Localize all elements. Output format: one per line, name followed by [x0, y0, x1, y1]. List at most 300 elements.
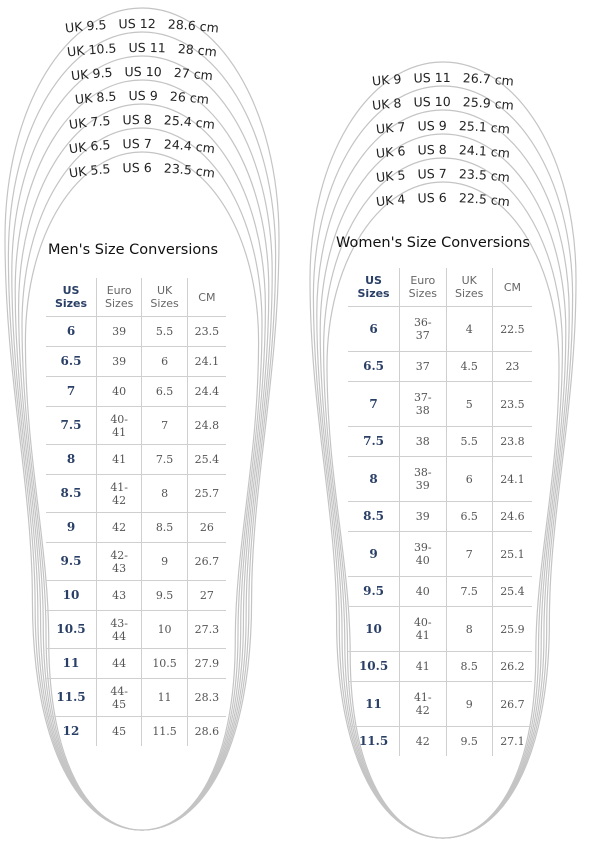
men-outline-label-part: UK 10.5 — [66, 40, 117, 60]
table-row — [46, 679, 226, 717]
table-cell — [492, 382, 532, 427]
table-header-row — [46, 278, 226, 317]
table-cell — [46, 317, 96, 347]
column-header — [492, 268, 532, 307]
women-chart-title: Women's Size Conversions — [336, 235, 530, 251]
men-outline-label-part: 28 cm — [177, 41, 218, 60]
table-cell — [400, 502, 446, 532]
column-header — [400, 268, 446, 307]
column-header-text: UK — [156, 284, 173, 297]
table-cell — [187, 317, 226, 347]
table-cell — [187, 543, 226, 581]
table-cell — [187, 649, 226, 679]
table-cell — [187, 445, 226, 475]
table-cell — [142, 543, 187, 581]
table-cell — [400, 307, 446, 352]
table-cell-text: 10 — [157, 623, 172, 636]
table-row — [348, 457, 532, 502]
men-outline-label-part: UK 9.5 — [70, 64, 113, 84]
table-cell-text: 4 — [465, 322, 473, 336]
table-cell — [187, 377, 226, 407]
table-cell-text: 7.5 — [155, 453, 174, 466]
table-cell-text: 23.5 — [194, 325, 220, 338]
table-cell-text: 42 — [112, 521, 127, 534]
table-cell-text: 25.1 — [500, 547, 525, 561]
table-cell-text: 43 — [112, 561, 127, 575]
men-outline-label-part: UK 9.5 — [64, 16, 107, 36]
table-cell — [400, 727, 446, 757]
table-row — [46, 581, 226, 611]
table-row — [348, 577, 532, 607]
table-cell-text: 42- — [110, 548, 129, 562]
table-cell — [187, 581, 226, 611]
column-header-text: US — [62, 284, 80, 297]
men-outline-label-part: US 11 — [128, 39, 166, 56]
women-outline-label-part: UK 7 — [375, 119, 406, 137]
table-cell-text: 39- — [413, 541, 432, 554]
table-cell-text: 4.5 — [460, 360, 478, 373]
table-cell-text: 26.2 — [500, 660, 525, 673]
table-cell-text: 7 — [369, 396, 378, 411]
table-cell-text: 37 — [415, 329, 430, 342]
table-row — [46, 475, 226, 513]
table-cell — [348, 652, 400, 682]
table-cell — [446, 532, 492, 577]
table-row — [46, 347, 226, 377]
table-cell — [492, 652, 532, 682]
table-cell-text: 40- — [413, 616, 432, 629]
table-cell-text: 5.5 — [460, 435, 478, 448]
table-cell-text: 10.5 — [152, 657, 177, 670]
table-cell-text: 6 — [465, 472, 473, 486]
table-cell — [46, 717, 96, 747]
table-cell-text: 5 — [465, 397, 473, 411]
table-cell — [400, 532, 446, 577]
table-cell — [348, 427, 400, 457]
table-cell-text: 6 — [161, 355, 169, 368]
table-cell — [446, 727, 492, 757]
table-cell — [96, 581, 141, 611]
men-outline-label-part: UK 7.5 — [68, 112, 111, 133]
table-cell — [46, 649, 96, 679]
women-outline-label-part: US 9 — [417, 117, 447, 134]
table-cell — [96, 543, 141, 581]
table-cell-text: 9 — [465, 697, 473, 711]
column-header — [348, 268, 400, 307]
table-cell — [142, 679, 187, 717]
table-cell-text: 7.5 — [460, 585, 478, 598]
table-cell — [187, 475, 226, 513]
table-cell — [492, 502, 532, 532]
table-cell — [96, 717, 141, 747]
table-cell-text: 37 — [415, 360, 430, 373]
table-cell-text: 40 — [415, 585, 430, 598]
table-cell — [187, 513, 226, 543]
table-cell-text: 40- — [110, 412, 129, 426]
women-outline-label-part: UK 9 — [371, 71, 402, 89]
table-cell-text: 8 — [66, 452, 76, 466]
column-header-text: Sizes — [150, 297, 179, 310]
table-cell-text: 26 — [199, 521, 214, 534]
table-cell-text: 44 — [112, 629, 127, 643]
table-cell-text: 27.9 — [194, 657, 220, 670]
table-cell — [446, 427, 492, 457]
table-cell — [400, 427, 446, 457]
women-outline-label-part: 23.5 cm — [458, 166, 511, 186]
table-cell-text: 11 — [62, 656, 80, 670]
table-row — [46, 649, 226, 679]
table-cell-text: 11 — [157, 691, 172, 704]
women-outline-label-part: US 11 — [413, 69, 451, 86]
column-header-text: Sizes — [105, 297, 134, 310]
table-cell-text: 8 — [465, 622, 473, 636]
table-row — [348, 532, 532, 577]
table-cell — [96, 611, 141, 649]
table-cell-text: 23.5 — [500, 397, 525, 411]
table-row — [46, 407, 226, 445]
column-header-text: Sizes — [455, 287, 484, 300]
table-row — [348, 727, 532, 757]
column-header-text: Sizes — [408, 287, 437, 300]
table-cell — [446, 307, 492, 352]
table-cell-text: 41 — [415, 660, 430, 673]
women-outline-label-part: UK 4 — [375, 191, 406, 210]
men-outline-label-part: 23.5 cm — [163, 160, 217, 181]
table-row — [46, 317, 226, 347]
table-cell-text: 7 — [161, 419, 169, 432]
table-cell-text: 39 — [415, 479, 430, 492]
men-outline-label-part: 24.4 cm — [163, 136, 216, 157]
table-row — [46, 717, 226, 747]
men-outline-label-part: 26 cm — [169, 88, 210, 108]
table-cell-text: 6.5 — [60, 354, 82, 368]
table-cell — [446, 652, 492, 682]
column-header-text: Sizes — [357, 287, 390, 300]
table-row — [46, 445, 226, 475]
table-cell-text: 12 — [62, 724, 80, 738]
women-outline-label-part: 25.1 cm — [458, 118, 511, 137]
table-cell-text: 37- — [413, 391, 432, 404]
table-cell — [492, 427, 532, 457]
table-row — [348, 352, 532, 382]
table-cell-text: 7.5 — [60, 418, 82, 432]
table-cell-text: 9 — [66, 520, 76, 534]
table-cell — [96, 407, 141, 445]
table-cell-text: 10 — [62, 588, 80, 602]
table-cell — [142, 611, 187, 649]
table-cell — [492, 352, 532, 382]
table-cell-text: 36- — [413, 316, 432, 329]
table-cell — [96, 317, 141, 347]
table-cell-text: 41- — [110, 480, 129, 494]
table-cell — [348, 532, 400, 577]
table-cell — [142, 377, 187, 407]
table-cell-text: 10.5 — [56, 622, 86, 636]
men-outline-label-part: US 10 — [124, 63, 162, 80]
men-outline-label-part: UK 5.5 — [67, 161, 111, 181]
men-outline-label-part: US 7 — [122, 135, 152, 152]
table-cell-text: 8 — [161, 487, 169, 500]
table-cell — [142, 513, 187, 543]
table-cell-text: 23 — [505, 360, 520, 373]
table-cell — [348, 577, 400, 607]
table-cell-text: 43 — [112, 589, 127, 602]
table-row — [348, 502, 532, 532]
table-cell — [96, 513, 141, 543]
table-cell — [142, 475, 187, 513]
table-cell — [348, 727, 400, 757]
table-cell — [46, 679, 96, 717]
table-cell-text: 41- — [413, 691, 432, 704]
table-cell — [142, 407, 187, 445]
table-cell — [492, 727, 532, 757]
table-cell-text: 24.1 — [194, 355, 220, 368]
column-header — [187, 278, 226, 317]
table-cell-text: 6 — [369, 321, 378, 336]
table-cell-text: 5.5 — [155, 325, 174, 338]
women-outline-label-part: US 6 — [417, 189, 447, 206]
table-cell — [46, 445, 96, 475]
table-cell-text: 8 — [369, 471, 378, 486]
table-cell-text: 24.8 — [194, 419, 220, 432]
table-header-row — [348, 268, 532, 307]
women-outline-label-part: UK 6 — [375, 143, 406, 161]
table-cell-text: 10 — [365, 621, 382, 636]
men-outline-label-part: UK 8.5 — [74, 88, 117, 108]
table-cell-text: 28.6 — [194, 725, 220, 738]
men-outline-label-part: US 9 — [128, 87, 158, 104]
table-cell — [46, 347, 96, 377]
table-cell-text: 23.8 — [500, 435, 525, 448]
table-cell-text: 41 — [112, 425, 127, 439]
table-cell — [348, 382, 400, 427]
table-cell — [492, 307, 532, 352]
table-cell-text: 24.6 — [500, 510, 525, 523]
women-outline-label-part: 26.7 cm — [462, 70, 515, 89]
table-cell — [142, 649, 187, 679]
table-cell-text: 41 — [415, 629, 430, 642]
table-cell — [446, 382, 492, 427]
men-outline-label-part: US 12 — [118, 15, 156, 32]
table-cell-text: 7 — [66, 384, 76, 398]
table-cell-text: 8.5 — [460, 660, 478, 673]
table-cell — [348, 352, 400, 382]
men-outline-label-part: US 6 — [122, 159, 152, 176]
men-outline-label-part: US 8 — [122, 111, 152, 128]
column-header-text: Euro — [106, 284, 132, 297]
men-outline-label-part: 28.6 cm — [167, 16, 220, 36]
table-cell — [187, 347, 226, 377]
table-cell — [492, 577, 532, 607]
table-row — [46, 611, 226, 649]
table-cell-text: 6.5 — [363, 359, 384, 373]
table-cell-text: 42 — [112, 493, 127, 507]
table-cell-text: 11.5 — [152, 725, 177, 738]
table-cell — [187, 407, 226, 445]
table-row — [348, 427, 532, 457]
table-cell — [187, 679, 226, 717]
table-cell-text: 11 — [365, 696, 382, 711]
table-cell-text: 38 — [415, 404, 430, 417]
column-header — [142, 278, 187, 317]
table-cell-text: 27.3 — [194, 623, 220, 636]
table-cell-text: 25.9 — [500, 622, 525, 636]
table-cell-text: 9 — [161, 555, 169, 568]
table-cell-text: 39 — [112, 325, 127, 338]
table-cell-text: 24.1 — [500, 472, 525, 486]
table-cell — [348, 457, 400, 502]
women-size-table — [348, 268, 532, 756]
table-cell-text: 39 — [415, 510, 430, 523]
table-cell — [348, 607, 400, 652]
men-size-table — [46, 278, 226, 746]
table-cell-text: 38 — [415, 435, 430, 448]
table-cell — [446, 457, 492, 502]
table-cell-text: 44- — [110, 684, 129, 698]
table-cell-text: 27.1 — [500, 735, 525, 748]
column-header-text: CM — [503, 280, 522, 294]
table-row — [46, 513, 226, 543]
table-cell — [446, 682, 492, 727]
table-cell — [400, 682, 446, 727]
table-cell — [142, 445, 187, 475]
table-cell — [187, 717, 226, 747]
column-header-text: Euro — [410, 274, 436, 287]
column-header — [96, 278, 141, 317]
table-cell — [400, 382, 446, 427]
table-cell — [400, 457, 446, 502]
table-row — [348, 607, 532, 652]
men-outline-label — [66, 40, 217, 60]
table-cell — [46, 611, 96, 649]
table-cell — [400, 352, 446, 382]
table-cell — [400, 577, 446, 607]
table-cell — [46, 581, 96, 611]
women-outline-label-part: UK 5 — [375, 167, 406, 186]
table-cell-text: 7.5 — [363, 434, 384, 448]
table-cell — [142, 347, 187, 377]
table-cell — [348, 502, 400, 532]
table-cell — [446, 502, 492, 532]
table-cell — [96, 347, 141, 377]
women-outline-label-part: 25.9 cm — [462, 94, 515, 113]
table-cell — [142, 717, 187, 747]
table-row — [348, 382, 532, 427]
table-cell — [492, 532, 532, 577]
table-cell — [348, 307, 400, 352]
table-cell-text: 9 — [369, 546, 378, 561]
table-cell-text: 10.5 — [358, 659, 389, 673]
table-row — [348, 307, 532, 352]
table-cell-text: 9.5 — [460, 735, 478, 748]
table-cell-text: 42 — [415, 735, 430, 748]
table-cell-text: 24.4 — [194, 385, 220, 398]
table-cell-text: 6 — [66, 324, 76, 338]
table-cell — [187, 611, 226, 649]
column-header — [446, 268, 492, 307]
men-outline-label — [68, 112, 216, 132]
column-header-text: UK — [461, 274, 477, 287]
table-cell-text: 9.5 — [155, 589, 174, 602]
table-cell-text: 40 — [415, 554, 430, 567]
women-outline-label-part: US 10 — [413, 93, 451, 110]
table-cell-text: 39 — [112, 355, 127, 368]
table-cell — [96, 445, 141, 475]
column-header-text: CM — [198, 290, 216, 304]
table-cell-text: 42 — [415, 704, 430, 717]
table-cell — [96, 649, 141, 679]
table-cell-text: 45 — [112, 725, 127, 738]
men-chart-title: Men's Size Conversions — [48, 242, 218, 258]
table-cell — [96, 679, 141, 717]
table-cell — [46, 377, 96, 407]
women-outline-label-part: UK 8 — [371, 95, 402, 113]
table-cell — [96, 475, 141, 513]
table-row — [348, 652, 532, 682]
women-outline-label-part: US 8 — [417, 141, 447, 158]
table-cell-text: 25.4 — [500, 585, 525, 598]
column-header — [46, 278, 96, 317]
men-outline-label-part: UK 6.5 — [68, 137, 111, 157]
men-outline-label-part: 27 cm — [173, 64, 214, 84]
table-cell-text: 38- — [413, 466, 432, 479]
table-cell-text: 6.5 — [155, 385, 174, 398]
table-cell-text: 8.5 — [60, 486, 82, 500]
table-row — [46, 377, 226, 407]
table-cell — [142, 317, 187, 347]
table-cell — [492, 607, 532, 652]
women-outline-label-part: US 7 — [417, 165, 447, 182]
women-outline-label-part: 22.5 cm — [458, 190, 511, 210]
men-outline-label — [64, 16, 219, 36]
table-cell-text: 25.7 — [194, 487, 220, 500]
table-cell — [142, 581, 187, 611]
table-cell-text: 6.5 — [460, 510, 478, 523]
men-outline-label-part: 25.4 cm — [163, 112, 216, 133]
table-cell-text: 25.4 — [194, 453, 220, 466]
table-cell — [446, 577, 492, 607]
women-outline-label-part: 24.1 cm — [458, 142, 511, 161]
table-cell-text: 40 — [112, 385, 127, 398]
table-cell-text: 44 — [112, 657, 127, 670]
table-cell — [492, 457, 532, 502]
column-header-text: US — [365, 274, 382, 287]
table-cell — [46, 475, 96, 513]
table-cell-text: 43- — [110, 616, 129, 630]
table-cell-text: 7 — [465, 547, 473, 561]
table-cell-text: 26.7 — [500, 697, 525, 711]
table-cell-text: 41 — [112, 453, 127, 466]
table-cell — [46, 407, 96, 445]
table-cell-text: 8.5 — [155, 521, 174, 534]
table-cell-text: 8.5 — [363, 509, 384, 523]
table-cell-text: 26.7 — [194, 555, 220, 568]
table-cell-text: 11.5 — [358, 734, 389, 748]
table-cell-text: 28.3 — [194, 691, 220, 704]
table-cell — [400, 652, 446, 682]
table-cell-text: 27 — [199, 589, 214, 602]
table-cell-text: 22.5 — [500, 322, 525, 336]
table-row — [348, 682, 532, 727]
table-cell — [446, 352, 492, 382]
table-cell — [46, 513, 96, 543]
table-cell — [348, 682, 400, 727]
table-cell — [96, 377, 141, 407]
table-cell-text: 9.5 — [363, 584, 384, 598]
column-header-text: Sizes — [54, 297, 88, 310]
table-row — [46, 543, 226, 581]
table-cell — [492, 682, 532, 727]
